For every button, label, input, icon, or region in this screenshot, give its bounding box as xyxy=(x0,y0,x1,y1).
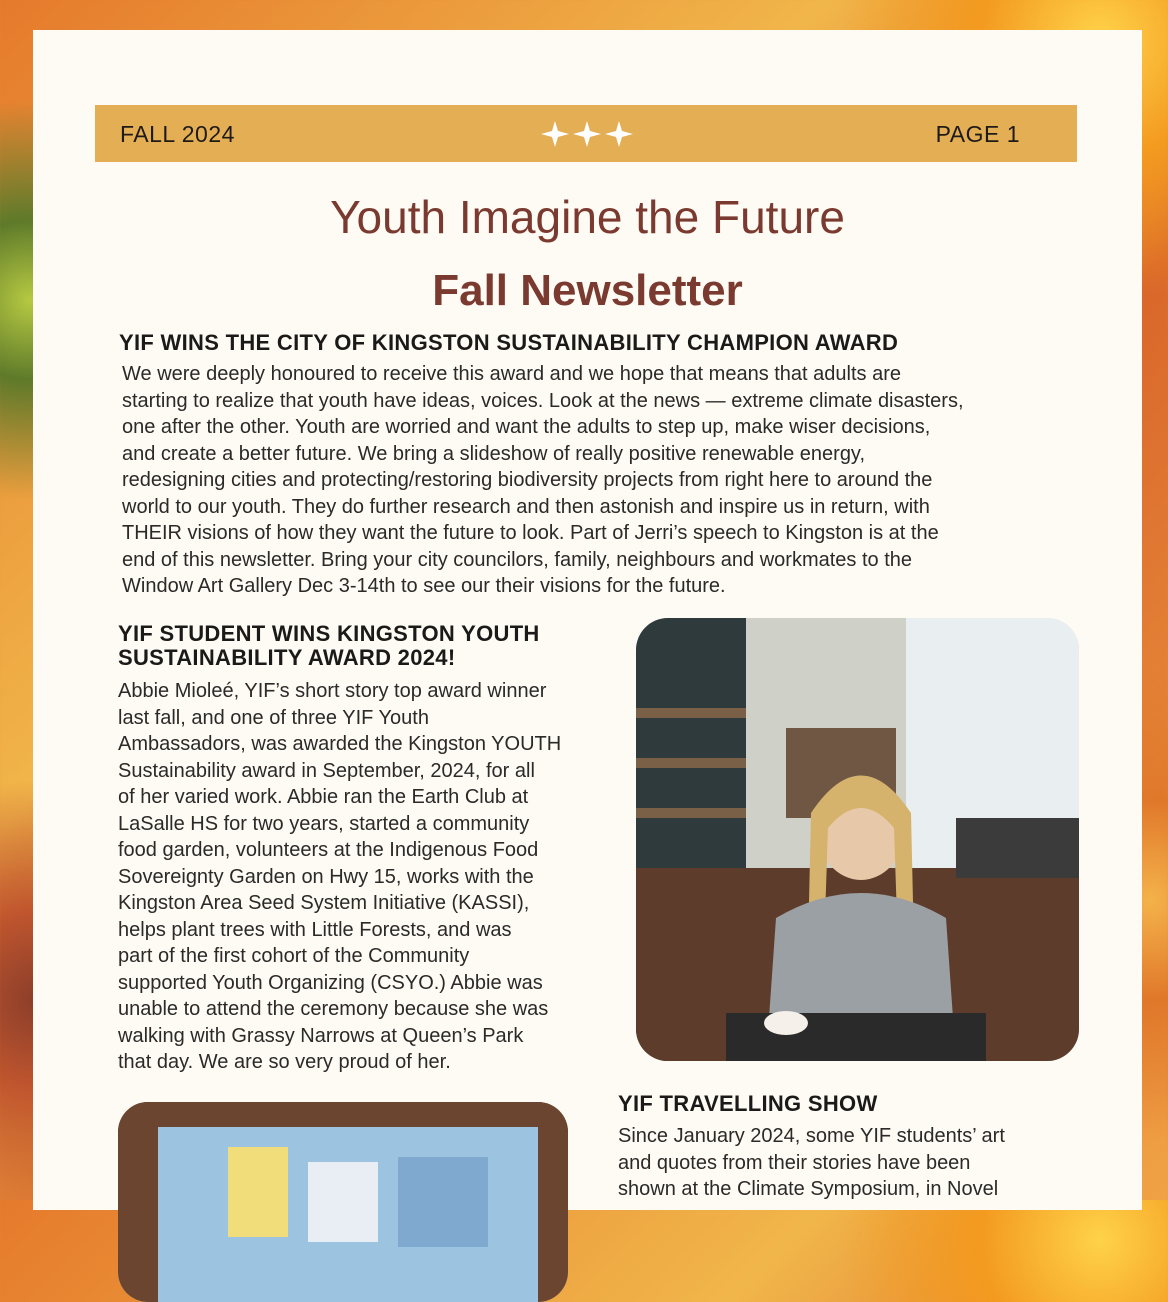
section1-line: and create a better future. We bring a slideshow of really positive renewable energy, xyxy=(122,442,866,465)
section2-line: Kingston Area Seed System Initiative (KASSI), xyxy=(118,892,530,914)
section2-line: part of the first cohort of the Community xyxy=(118,945,470,967)
section2-line: food garden, volunteers at the Indigenous Food xyxy=(118,839,539,861)
section2-line: of her varied work. Abbie ran the Earth Club at xyxy=(118,786,529,808)
section2-line: Abbie Mioleé, YIF’s short story top award winner xyxy=(118,680,547,702)
section2-line: unable to attend the ceremony because she was xyxy=(118,998,549,1020)
section2-line: last fall, and one of three YIF Youth xyxy=(118,706,429,729)
section1-body xyxy=(122,361,1092,600)
gallery-window-illustration xyxy=(118,1102,568,1302)
section1-heading: YIF WINS THE CITY OF KINGSTON SUSTAINABILITY CHAMPION AWARD xyxy=(119,330,899,355)
section3-heading: YIF TRAVELLING SHOW xyxy=(618,1091,878,1116)
section1-line: We were deeply honoured to receive this award and we hope that means that adults are xyxy=(122,363,901,385)
section2-line: helps plant trees with Little Forests, and was xyxy=(118,918,512,941)
season-label: FALL 2024 xyxy=(120,121,235,147)
section2-line: Sovereignty Garden on Hwy 15, works with the xyxy=(118,865,534,888)
section2-line: Ambassadors, was awarded the Kingston YOUTH xyxy=(118,733,562,755)
sparkle-stars-icon xyxy=(539,119,635,149)
newsletter-page xyxy=(33,30,1142,1210)
section3-body xyxy=(618,1123,1098,1203)
section2-body xyxy=(118,678,628,1076)
section1-line: world to our youth. They do further research and then astonish and inspire us in return, with xyxy=(122,495,930,518)
section2-heading xyxy=(118,622,540,670)
section3-line: shown at the Climate Symposium, in Novel xyxy=(618,1178,999,1200)
section2-line: supported Youth Organizing (CSYO.) Abbie was xyxy=(118,971,543,994)
section2-line: LaSalle HS for two years, started a community xyxy=(118,812,530,835)
newsletter-subtitle: Fall Newsletter xyxy=(432,266,743,315)
student-photo xyxy=(636,618,1079,1061)
page-number: PAGE 1 xyxy=(935,121,1020,147)
section1-line: redesigning cities and protecting/restoring biodiversity projects from right here to around the xyxy=(122,469,933,491)
section3-line: and quotes from their stories have been xyxy=(618,1151,971,1174)
section1-line: starting to realize that youth have ideas, voices. Look at the news — extreme climate disasters, xyxy=(122,389,964,412)
section1-line: THEIR visions of how they want the future to look. Part of Jerri’s speech to Kingston is at the xyxy=(122,522,939,544)
header-banner xyxy=(95,105,1077,162)
section2-line: Sustainability award in September, 2024, for all xyxy=(118,759,535,782)
section1-line: one after the other. Youth are worried and want the adults to step up, make wiser decisions, xyxy=(122,416,931,438)
section3-line: Since January 2024, some YIF students’ art xyxy=(618,1125,1005,1147)
student-photo-illustration xyxy=(636,618,1079,1061)
section1-line: Window Art Gallery Dec 3-14th to see our their visions for the future. xyxy=(122,575,726,597)
section1-line: end of this newsletter. Bring your city councilors, family, neighbours and workmates to the xyxy=(122,548,913,571)
section2-heading-line: YIF STUDENT WINS KINGSTON YOUTH xyxy=(118,621,540,646)
section2-line: walking with Grassy Narrows at Queen’s Park xyxy=(118,1024,524,1047)
section2-heading-line: SUSTAINABILITY AWARD 2024! xyxy=(118,645,456,670)
newsletter-title: Youth Imagine the Future xyxy=(330,191,845,243)
section2-line: that day. We are so very proud of her. xyxy=(118,1051,451,1073)
gallery-window-photo xyxy=(118,1102,568,1302)
